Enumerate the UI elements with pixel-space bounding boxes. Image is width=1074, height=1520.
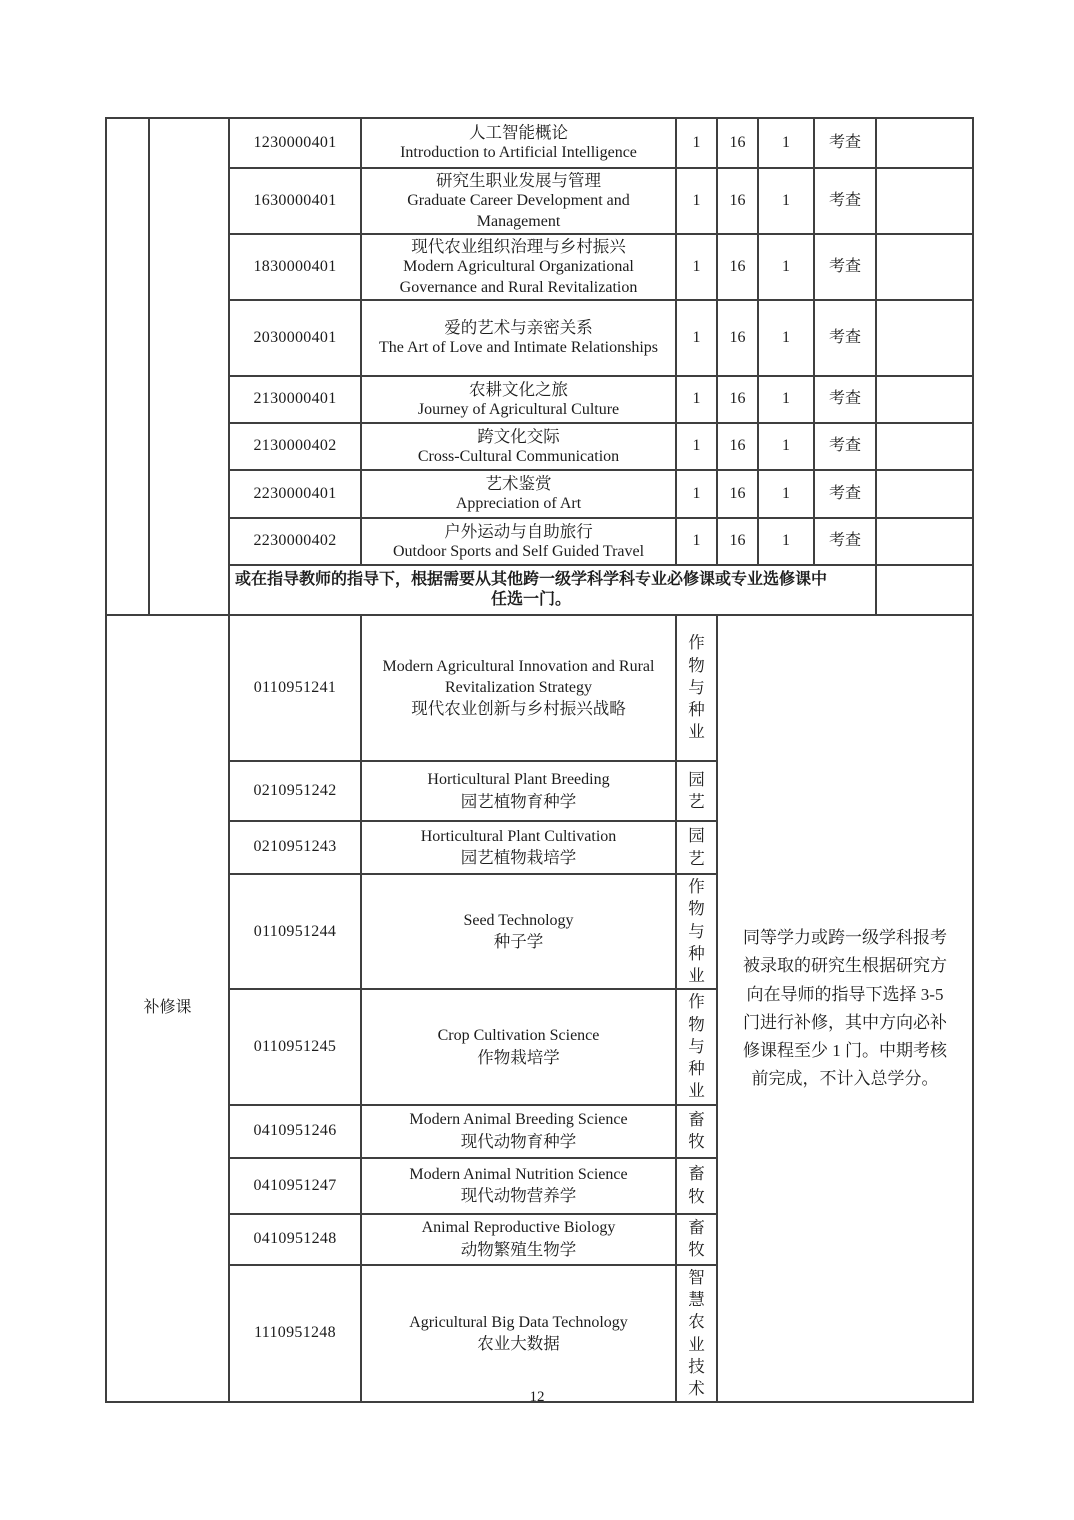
course-remark: [876, 518, 973, 565]
course-credits: 1: [676, 168, 717, 234]
course-hours: 16: [717, 376, 758, 423]
course-category-cell: [676, 615, 717, 761]
course-name-zh: 研究生职业发展与管理: [436, 171, 601, 190]
course-code: 2030000401: [229, 300, 361, 376]
course-name-en: Appreciation of Art: [455, 495, 582, 513]
course-hours: 16: [717, 423, 758, 470]
course-semester: 1: [758, 518, 814, 565]
course-name-cell: [361, 821, 676, 874]
course-category: 作物与种业: [688, 633, 705, 742]
course-code: 2130000401: [229, 376, 361, 423]
supplementary-note-cell: [717, 615, 973, 1402]
course-category-cell: [676, 1158, 717, 1214]
course-code: 0110951245: [229, 989, 361, 1104]
course-name-en: Horticultural Plant Cultivation: [420, 827, 617, 845]
course-name-cell: [361, 470, 676, 518]
course-category: 园艺: [688, 826, 705, 868]
course-name-zh: 园艺植物育种学: [460, 791, 577, 811]
course-category: 畜牧: [688, 1164, 705, 1206]
course-semester: 1: [758, 470, 814, 518]
course-credits: 1: [676, 423, 717, 470]
course-name-en: Crop Cultivation Science: [437, 1027, 600, 1045]
course-name-en: Cross-Cultural Communication: [417, 447, 620, 465]
course-hours: 16: [717, 518, 758, 565]
course-credits: 1: [676, 518, 717, 565]
course-code: 0210951243: [229, 821, 361, 874]
course-assessment: 考查: [814, 234, 876, 300]
course-credits: 1: [676, 234, 717, 300]
course-name-cell: [361, 376, 676, 423]
course-code: 1630000401: [229, 168, 361, 234]
course-category-cell: [676, 1105, 717, 1158]
table-row: [106, 423, 973, 470]
course-hours: 16: [717, 234, 758, 300]
course-code: 1110951248: [229, 1265, 361, 1403]
course-semester: 1: [758, 168, 814, 234]
course-name-zh: 人工智能概论: [469, 123, 568, 143]
course-hours: 16: [717, 470, 758, 518]
course-name-zh: 现代农业创新与乡村振兴战略: [411, 699, 626, 718]
course-hours: 16: [717, 118, 758, 168]
course-hours: 16: [717, 300, 758, 376]
left-margin-cell-1: [106, 118, 149, 615]
course-name-en: Modern Animal Breeding Science: [409, 1111, 628, 1129]
course-name-cell: [361, 1105, 676, 1158]
course-semester: 1: [758, 234, 814, 300]
course-name-en: Outdoor Sports and Self Guided Travel: [392, 542, 645, 560]
course-name-zh: 跨文化交际: [477, 426, 560, 446]
course-code: 0110951244: [229, 874, 361, 989]
course-code: 1230000401: [229, 118, 361, 168]
course-category: 智慧农业技术: [688, 1267, 705, 1399]
course-name-zh: 农耕文化之旅: [469, 379, 568, 399]
supplementary-label: 补修课: [143, 999, 192, 1017]
course-name-zh: 艺术鉴赏: [485, 474, 552, 494]
course-name-cell: [361, 874, 676, 989]
course-category-cell: [676, 989, 717, 1104]
course-name-cell: [361, 1158, 676, 1214]
course-name-en: Animal Reproductive Biology: [421, 1219, 616, 1237]
course-code: 0110951241: [229, 615, 361, 761]
course-remark: [876, 376, 973, 423]
course-credits: 1: [676, 300, 717, 376]
course-code: 2230000401: [229, 470, 361, 518]
course-credits: 1: [676, 376, 717, 423]
course-name-en: Journey of Agricultural Culture: [417, 400, 620, 418]
course-name-en: Agricultural Big Data Technology: [409, 1313, 628, 1331]
course-name-en: Seed Technology: [463, 911, 574, 929]
course-name-cell: [361, 423, 676, 470]
course-credits: 1: [676, 118, 717, 168]
course-name-cell: [361, 615, 676, 761]
course-code: 0410951246: [229, 1105, 361, 1158]
course-name-en: Introduction to Artificial Intelligence: [400, 144, 637, 162]
course-code: 0410951247: [229, 1158, 361, 1214]
course-name-en: Horticultural Plant Breeding: [427, 771, 610, 789]
course-assessment: 考查: [814, 376, 876, 423]
supplementary-note-text: 同等学力或跨一级学科报考被录取的研究生根据研究方向在导师的指导下选择 3-5 门进行补修，其中方向必补修课程至少 1 门。中期考核前完成，不计入总学分。: [743, 928, 947, 1089]
left-margin-cell-2: [149, 118, 229, 615]
course-name-cell: [361, 989, 676, 1104]
course-category-cell: [676, 874, 717, 989]
table-row: [106, 118, 973, 168]
course-assessment: 考查: [814, 423, 876, 470]
course-semester: 1: [758, 300, 814, 376]
course-assessment: 考查: [814, 518, 876, 565]
course-name-zh: 现代动物营养学: [460, 1186, 577, 1206]
course-name-zh: 现代农业组织治理与乡村振兴: [411, 237, 626, 257]
table-row: [106, 518, 973, 565]
course-assessment: 考查: [814, 168, 876, 234]
course-name-cell: [361, 118, 676, 168]
course-code: 2230000402: [229, 518, 361, 565]
course-category: 作物与种业: [688, 992, 705, 1101]
course-name-zh: 现代动物育种学: [460, 1131, 577, 1151]
course-name-en: Modern Agricultural Organizational Governance and Rural Revitalization: [399, 258, 638, 296]
course-name-cell: [361, 234, 676, 300]
course-credits: 1: [676, 470, 717, 518]
course-code: 2130000402: [229, 423, 361, 470]
elective-note-text: 或在指导教师的指导下，根据需要从其他跨一级学科学科专业必修课或专业选修课中任选一门。: [235, 570, 828, 609]
course-remark: [876, 300, 973, 376]
course-hours: 16: [717, 168, 758, 234]
course-remark: [876, 423, 973, 470]
course-remark: [876, 470, 973, 518]
course-code: 1830000401: [229, 234, 361, 300]
page-number: 12: [529, 1389, 545, 1405]
course-category: 畜牧: [688, 1217, 705, 1260]
course-remark: [876, 118, 973, 168]
table-row: [106, 470, 973, 518]
course-name-cell: [361, 1214, 676, 1265]
course-name-cell: [361, 168, 676, 234]
course-name-cell: [361, 300, 676, 376]
table-row: [106, 234, 973, 300]
supplementary-label-cell: [106, 615, 229, 1402]
course-category-cell: [676, 1214, 717, 1265]
course-semester: 1: [758, 118, 814, 168]
course-remark: [876, 168, 973, 234]
course-category-cell: [676, 821, 717, 874]
course-name-zh: 园艺植物栽培学: [460, 848, 577, 868]
course-category: 作物与种业: [688, 877, 705, 986]
course-name-zh: 农业大数据: [477, 1334, 560, 1354]
elective-note-cell: [229, 565, 876, 615]
course-name-cell: [361, 518, 676, 565]
course-assessment: 考查: [814, 300, 876, 376]
course-name-zh: 作物栽培学: [477, 1047, 560, 1067]
course-name-zh: 爱的艺术与亲密关系: [444, 318, 593, 338]
course-name-en: Modern Animal Nutrition Science: [409, 1165, 628, 1183]
course-category: 畜牧: [688, 1109, 705, 1152]
course-category: 园艺: [688, 769, 705, 812]
course-name-zh: 动物繁殖生物学: [460, 1239, 577, 1259]
table-row: [106, 168, 973, 234]
course-assessment: 考查: [814, 470, 876, 518]
course-name-zh: 种子学: [493, 932, 544, 952]
table-row: [106, 615, 973, 761]
course-assessment: 考查: [814, 118, 876, 168]
course-name-en: Modern Agricultural Innovation and Rural Revitalization Strategy: [382, 658, 655, 696]
course-name-zh: 户外运动与自助旅行: [444, 521, 593, 541]
course-semester: 1: [758, 423, 814, 470]
course-code: 0210951242: [229, 761, 361, 821]
course-semester: 1: [758, 376, 814, 423]
course-remark: [876, 565, 973, 615]
table-row: [106, 565, 973, 615]
course-code: 0410951248: [229, 1214, 361, 1265]
course-remark: [876, 234, 973, 300]
table-row: [106, 376, 973, 423]
course-name-cell: [361, 761, 676, 821]
course-category-cell: [676, 1265, 717, 1403]
table-row: [106, 300, 973, 376]
course-category-cell: [676, 761, 717, 821]
course-name-en: The Art of Love and Intimate Relationships: [378, 339, 659, 357]
course-name-cell: [361, 1265, 676, 1403]
course-name-en: Graduate Career Development and Management: [407, 192, 630, 230]
curriculum-table: [105, 117, 974, 1403]
